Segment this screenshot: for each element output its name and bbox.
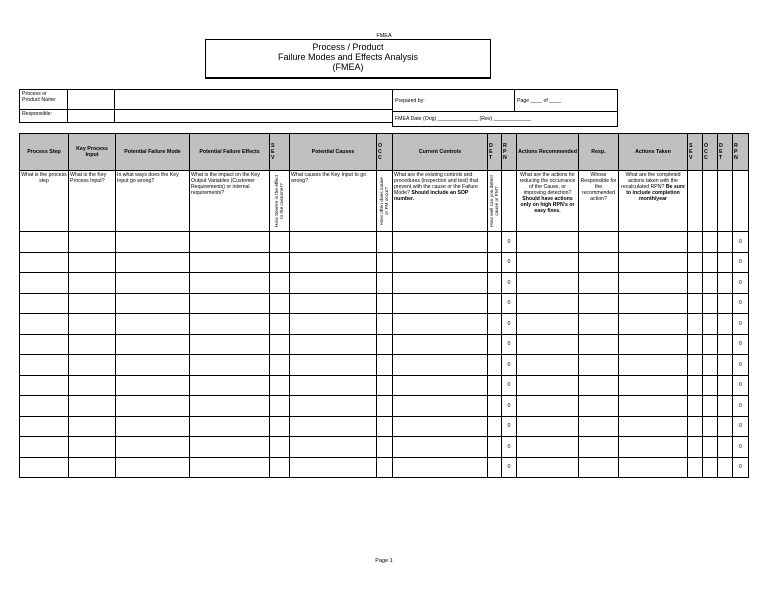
cell-occ-2[interactable] [703, 273, 718, 294]
cell-det-2[interactable] [718, 252, 733, 273]
instr-controls-a: What are the existing controls and procedures (inspection and test) that prevent with the cause or the Failure Mode? [394, 172, 479, 196]
cell-sev-2[interactable] [688, 457, 703, 478]
cell-occ-2[interactable] [703, 375, 718, 396]
cell-key-input[interactable] [69, 232, 116, 253]
cell-rpn: 0 [502, 273, 517, 294]
cell-taken[interactable] [619, 355, 688, 376]
cell-controls[interactable] [393, 396, 488, 417]
cell-rpn: 0 [502, 334, 517, 355]
cell-sev-2[interactable] [688, 375, 703, 396]
instr-det-text: How well can you detect cause or FM? [489, 175, 500, 227]
cell-rpn-2: 0 [733, 396, 749, 417]
table-row [20, 437, 749, 458]
cell-rpn: 0 [502, 314, 517, 335]
cell-det-2[interactable] [718, 416, 733, 437]
cell-actions[interactable] [517, 355, 579, 376]
cell-actions[interactable] [517, 252, 579, 273]
instr-occ-text: How often does cause or FM occur? [379, 177, 390, 225]
table-row [20, 457, 749, 478]
instr-causes: What causes the Key Input to go wrong? [290, 171, 377, 232]
cell-taken[interactable] [619, 293, 688, 314]
cell-occ-2[interactable] [703, 314, 718, 335]
cell-process-step[interactable] [20, 437, 69, 458]
cell-failure-effects[interactable] [190, 375, 270, 396]
cell-key-input[interactable] [69, 273, 116, 294]
cell-sev-2[interactable] [688, 334, 703, 355]
cell-actions[interactable] [517, 457, 579, 478]
cell-process-step[interactable] [20, 273, 69, 294]
cell-process-step[interactable] [20, 252, 69, 273]
prepared-by-field[interactable]: Prepared by: [393, 90, 515, 112]
col-occ: O C C [377, 134, 393, 171]
cell-causes[interactable] [290, 375, 377, 396]
cell-process-step[interactable] [20, 396, 69, 417]
page-footer: Page 1 [375, 558, 393, 564]
cell-actions[interactable] [517, 396, 579, 417]
cell-resp[interactable] [579, 416, 619, 437]
title-line-2: Failure Modes and Effects Analysis [278, 52, 418, 62]
col-rpn-2: R P N [733, 134, 749, 171]
cell-actions[interactable] [517, 232, 579, 253]
title-box [205, 39, 491, 79]
page-field[interactable]: Page ____ of ____ [515, 90, 618, 112]
instr-resp: Whose Responsible for the recommended action? [579, 171, 619, 232]
col-current-controls: Current Controls [393, 134, 488, 171]
col-resp: Resp. [579, 134, 619, 171]
table-row [20, 355, 749, 376]
col-failure-mode: Potential Failure Mode [116, 134, 190, 171]
col-sev: S E V [270, 134, 290, 171]
cell-controls[interactable] [393, 293, 488, 314]
instr-failure-mode: In what ways does the Key Input go wrong? [116, 171, 190, 232]
cell-causes[interactable] [290, 314, 377, 335]
cell-occ-2[interactable] [703, 293, 718, 314]
cell-occ[interactable] [377, 314, 393, 335]
cell-det-2[interactable] [718, 314, 733, 335]
table-row [20, 314, 749, 335]
cell-det-2[interactable] [718, 396, 733, 417]
instr-actions [517, 171, 579, 232]
cell-resp[interactable] [579, 334, 619, 355]
cell-rpn: 0 [502, 293, 517, 314]
col-potential-causes: Potential Causes [290, 134, 377, 171]
cell-causes[interactable] [290, 293, 377, 314]
cell-sev[interactable] [270, 355, 290, 376]
cell-controls[interactable] [393, 273, 488, 294]
cell-sev[interactable] [270, 416, 290, 437]
table-row [20, 232, 749, 253]
table-row [20, 293, 749, 314]
cell-rpn-2: 0 [733, 293, 749, 314]
instr-taken-b: Be sure to include completion month/year [626, 184, 685, 202]
table-row [20, 334, 749, 355]
cell-rpn: 0 [502, 437, 517, 458]
col-key-process-input: Key Process Input [69, 134, 116, 171]
cell-key-input[interactable] [69, 416, 116, 437]
cell-key-input[interactable] [69, 334, 116, 355]
cell-resp[interactable] [579, 314, 619, 335]
cell-failure-effects[interactable] [190, 355, 270, 376]
cell-controls[interactable] [393, 355, 488, 376]
cell-occ[interactable] [377, 252, 393, 273]
cell-occ[interactable] [377, 273, 393, 294]
cell-rpn-2: 0 [733, 437, 749, 458]
cell-failure-mode[interactable] [116, 416, 190, 437]
cell-failure-mode[interactable] [116, 293, 190, 314]
process-name-field-a[interactable] [68, 90, 115, 110]
cell-failure-mode[interactable] [116, 252, 190, 273]
table-row [20, 375, 749, 396]
responsible-label: Responsible: [20, 110, 68, 123]
cell-sev-2[interactable] [688, 252, 703, 273]
col-sev-2: S E V [688, 134, 703, 171]
cell-occ-2[interactable] [703, 416, 718, 437]
document-header-label: FMEA [376, 33, 392, 39]
instr-occ [377, 171, 393, 232]
cell-taken[interactable] [619, 396, 688, 417]
cell-controls[interactable] [393, 416, 488, 437]
cell-failure-effects[interactable] [190, 437, 270, 458]
cell-process-step[interactable] [20, 232, 69, 253]
cell-process-step[interactable] [20, 355, 69, 376]
cell-resp[interactable] [579, 273, 619, 294]
col-actions-recommended: Actions Recommended [517, 134, 579, 171]
cell-det[interactable] [488, 314, 502, 335]
cell-det-2[interactable] [718, 232, 733, 253]
cell-process-step[interactable] [20, 293, 69, 314]
cell-rpn: 0 [502, 375, 517, 396]
info-table-left [19, 89, 393, 123]
cell-occ[interactable] [377, 232, 393, 253]
cell-process-step[interactable] [20, 314, 69, 335]
cell-rpn-2: 0 [733, 273, 749, 294]
cell-key-input[interactable] [69, 293, 116, 314]
instr-rpn-2 [733, 171, 749, 232]
cell-sev-2[interactable] [688, 437, 703, 458]
cell-failure-mode[interactable] [116, 232, 190, 253]
cell-controls[interactable] [393, 314, 488, 335]
cell-failure-mode[interactable] [116, 437, 190, 458]
cell-rpn-2: 0 [733, 334, 749, 355]
cell-rpn: 0 [502, 232, 517, 253]
cell-sev[interactable] [270, 252, 290, 273]
cell-failure-mode[interactable] [116, 457, 190, 478]
instruction-row [20, 171, 749, 232]
cell-key-input[interactable] [69, 252, 116, 273]
cell-occ[interactable] [377, 396, 393, 417]
cell-occ[interactable] [377, 355, 393, 376]
cell-det[interactable] [488, 293, 502, 314]
instr-det [488, 171, 502, 232]
cell-occ[interactable] [377, 416, 393, 437]
table-row [20, 273, 749, 294]
cell-resp[interactable] [579, 293, 619, 314]
instr-occ-2 [703, 171, 718, 232]
fmea-table [19, 133, 749, 478]
cell-causes[interactable] [290, 252, 377, 273]
cell-causes[interactable] [290, 273, 377, 294]
instr-taken [619, 171, 688, 232]
responsible-field-a[interactable] [68, 110, 115, 123]
cell-actions[interactable] [517, 437, 579, 458]
cell-key-input[interactable] [69, 457, 116, 478]
cell-actions[interactable] [517, 273, 579, 294]
cell-det[interactable] [488, 252, 502, 273]
cell-causes[interactable] [290, 457, 377, 478]
instr-process-step: What is the process step [20, 171, 69, 232]
cell-sev[interactable] [270, 334, 290, 355]
cell-sev-2[interactable] [688, 396, 703, 417]
cell-resp[interactable] [579, 252, 619, 273]
cell-rpn: 0 [502, 416, 517, 437]
cell-sev-2[interactable] [688, 314, 703, 335]
col-actions-taken: Actions Taken [619, 134, 688, 171]
cell-rpn-2: 0 [733, 355, 749, 376]
cell-occ-2[interactable] [703, 252, 718, 273]
cell-det-2[interactable] [718, 457, 733, 478]
cell-det[interactable] [488, 355, 502, 376]
cell-taken[interactable] [619, 416, 688, 437]
title-line-1: Process / Product [312, 42, 384, 52]
cell-taken[interactable] [619, 273, 688, 294]
cell-taken[interactable] [619, 314, 688, 335]
instr-key-input: What is the Key Process Input? [69, 171, 116, 232]
col-occ-2: O C C [703, 134, 718, 171]
cell-causes[interactable] [290, 355, 377, 376]
cell-occ-2[interactable] [703, 457, 718, 478]
cell-failure-mode[interactable] [116, 334, 190, 355]
cell-det-2[interactable] [718, 437, 733, 458]
cell-failure-mode[interactable] [116, 273, 190, 294]
cell-sev-2[interactable] [688, 416, 703, 437]
cell-actions[interactable] [517, 334, 579, 355]
cell-det[interactable] [488, 273, 502, 294]
cell-controls[interactable] [393, 375, 488, 396]
cell-rpn-2: 0 [733, 416, 749, 437]
cell-det-2[interactable] [718, 375, 733, 396]
cell-process-step[interactable] [20, 416, 69, 437]
cell-occ-2[interactable] [703, 355, 718, 376]
cell-failure-mode[interactable] [116, 375, 190, 396]
cell-key-input[interactable] [69, 314, 116, 335]
cell-actions[interactable] [517, 314, 579, 335]
cell-det[interactable] [488, 375, 502, 396]
cell-taken[interactable] [619, 457, 688, 478]
col-process-step: Process Step [20, 134, 69, 171]
cell-causes[interactable] [290, 232, 377, 253]
cell-det[interactable] [488, 396, 502, 417]
cell-det-2[interactable] [718, 293, 733, 314]
cell-resp[interactable] [579, 437, 619, 458]
table-row [20, 396, 749, 417]
cell-taken[interactable] [619, 375, 688, 396]
cell-controls[interactable] [393, 334, 488, 355]
cell-process-step[interactable] [20, 457, 69, 478]
instr-controls [393, 171, 488, 232]
table-row [20, 416, 749, 437]
cell-failure-effects[interactable] [190, 334, 270, 355]
cell-failure-mode[interactable] [116, 396, 190, 417]
cell-det[interactable] [488, 334, 502, 355]
cell-det-2[interactable] [718, 273, 733, 294]
cell-rpn: 0 [502, 396, 517, 417]
cell-det[interactable] [488, 437, 502, 458]
cell-process-step[interactable] [20, 375, 69, 396]
cell-sev[interactable] [270, 273, 290, 294]
cell-det-2[interactable] [718, 334, 733, 355]
cell-rpn-2: 0 [733, 232, 749, 253]
cell-det[interactable] [488, 232, 502, 253]
cell-controls[interactable] [393, 457, 488, 478]
cell-occ[interactable] [377, 437, 393, 458]
fmea-date-field[interactable]: FMEA Date (Orig) ______________ (Rev) _____________ [393, 112, 618, 127]
cell-rpn-2: 0 [733, 252, 749, 273]
col-rpn: R P N [502, 134, 517, 171]
cell-resp[interactable] [579, 375, 619, 396]
cell-sev-2[interactable] [688, 355, 703, 376]
cell-rpn: 0 [502, 355, 517, 376]
cell-key-input[interactable] [69, 396, 116, 417]
cell-taken[interactable] [619, 252, 688, 273]
cell-failure-effects[interactable] [190, 416, 270, 437]
instr-failure-effects: What is the impact on the Key Output Variables (Customer Requirements) or internal requirements? [190, 171, 270, 232]
cell-rpn-2: 0 [733, 375, 749, 396]
cell-det[interactable] [488, 416, 502, 437]
instr-det-2 [718, 171, 733, 232]
cell-taken[interactable] [619, 232, 688, 253]
cell-sev[interactable] [270, 232, 290, 253]
cell-resp[interactable] [579, 355, 619, 376]
process-name-label: Process or Product Name: [20, 90, 68, 110]
cell-failure-effects[interactable] [190, 396, 270, 417]
process-name-field-b[interactable] [115, 90, 393, 110]
cell-occ-2[interactable] [703, 334, 718, 355]
cell-occ-2[interactable] [703, 396, 718, 417]
cell-process-step[interactable] [20, 334, 69, 355]
cell-controls[interactable] [393, 437, 488, 458]
cell-sev-2[interactable] [688, 293, 703, 314]
cell-actions[interactable] [517, 375, 579, 396]
cell-rpn-2: 0 [733, 457, 749, 478]
instr-sev [270, 171, 290, 232]
cell-resp[interactable] [579, 396, 619, 417]
cell-controls[interactable] [393, 232, 488, 253]
cell-failure-effects[interactable] [190, 314, 270, 335]
cell-failure-effects[interactable] [190, 457, 270, 478]
info-table-right [392, 89, 618, 127]
instr-actions-a: What are the actions for reducing the occurrance of the Cause, or improving detection? [519, 172, 576, 196]
cell-controls[interactable] [393, 252, 488, 273]
instr-taken-a: What are the completed actions taken with the recalculated RPN? [621, 172, 681, 190]
instr-rpn [502, 171, 517, 232]
cell-key-input[interactable] [69, 437, 116, 458]
cell-actions[interactable] [517, 416, 579, 437]
cell-sev-2[interactable] [688, 232, 703, 253]
cell-taken[interactable] [619, 334, 688, 355]
cell-causes[interactable] [290, 416, 377, 437]
table-row [20, 252, 749, 273]
cell-failure-effects[interactable] [190, 293, 270, 314]
col-failure-effects: Potential Failure Effects [190, 134, 270, 171]
cell-failure-effects[interactable] [190, 273, 270, 294]
cell-sev[interactable] [270, 375, 290, 396]
cell-resp[interactable] [579, 232, 619, 253]
cell-sev[interactable] [270, 293, 290, 314]
cell-failure-effects[interactable] [190, 252, 270, 273]
cell-occ[interactable] [377, 457, 393, 478]
cell-sev[interactable] [270, 314, 290, 335]
cell-det[interactable] [488, 457, 502, 478]
cell-key-input[interactable] [69, 375, 116, 396]
cell-causes[interactable] [290, 437, 377, 458]
cell-resp[interactable] [579, 457, 619, 478]
cell-causes[interactable] [290, 396, 377, 417]
instr-sev-2 [688, 171, 703, 232]
cell-actions[interactable] [517, 293, 579, 314]
title-line-3: (FMEA) [332, 62, 364, 72]
cell-sev-2[interactable] [688, 273, 703, 294]
cell-taken[interactable] [619, 437, 688, 458]
cell-causes[interactable] [290, 334, 377, 355]
cell-rpn: 0 [502, 252, 517, 273]
cell-occ-2[interactable] [703, 232, 718, 253]
cell-occ-2[interactable] [703, 437, 718, 458]
instr-actions-b: Should have actions only on high RPN's or easy fixes. [520, 196, 575, 214]
cell-sev[interactable] [270, 457, 290, 478]
cell-rpn-2: 0 [733, 314, 749, 335]
cell-occ[interactable] [377, 375, 393, 396]
cell-occ[interactable] [377, 334, 393, 355]
cell-failure-effects[interactable] [190, 232, 270, 253]
cell-rpn: 0 [502, 457, 517, 478]
cell-failure-mode[interactable] [116, 314, 190, 335]
instr-controls-b: Should include an SOP number. [394, 190, 469, 202]
cell-sev[interactable] [270, 396, 290, 417]
cell-occ[interactable] [377, 293, 393, 314]
responsible-field-b[interactable] [115, 110, 393, 123]
cell-failure-mode[interactable] [116, 355, 190, 376]
cell-sev[interactable] [270, 437, 290, 458]
cell-key-input[interactable] [69, 355, 116, 376]
col-det: D E T [488, 134, 502, 171]
col-det-2: D E T [718, 134, 733, 171]
instr-sev-text: How Severe is the effect to the customer? [274, 175, 285, 227]
cell-det-2[interactable] [718, 355, 733, 376]
